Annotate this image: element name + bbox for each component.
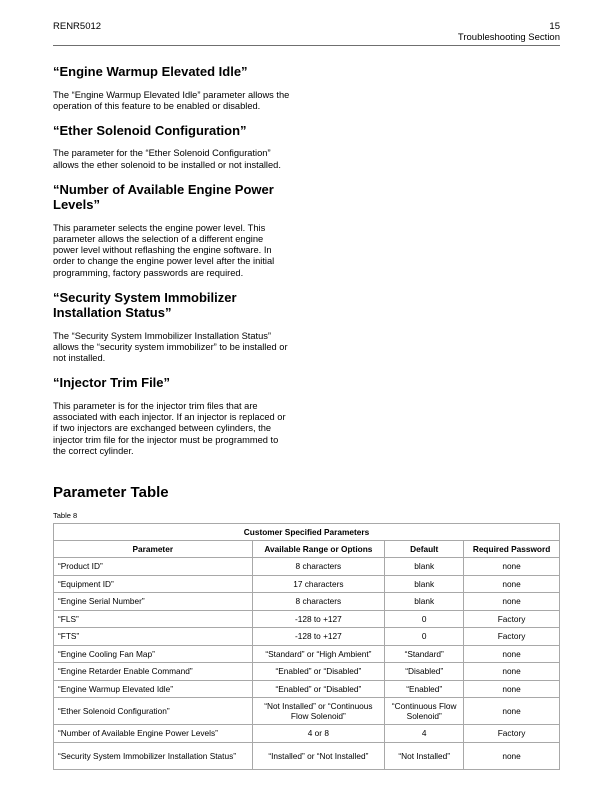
cell-default: 4 <box>385 725 464 743</box>
section-body: The “Engine Warmup Elevated Idle” parameter allows the operation of this feature to be enabled or disabled. <box>53 89 290 111</box>
section-immobilizer <box>53 290 291 365</box>
cell-password: none <box>464 742 560 769</box>
section-body: The “Security System Immobilizer Installation Status” allows the “security system immobilizer” to be installed or not installed. <box>53 330 288 364</box>
cell-password: Factory <box>464 610 560 628</box>
table-title: Customer Specified Parameters <box>54 524 560 541</box>
table-row <box>54 628 560 646</box>
section-ether-solenoid <box>53 123 291 171</box>
cell-range: -128 to +127 <box>252 610 385 628</box>
section-heading: “Ether Solenoid Configuration” <box>53 122 247 138</box>
column-header: Parameter <box>54 541 253 558</box>
cell-password: none <box>464 558 560 576</box>
cell-parameter: “FLS” <box>54 610 253 628</box>
cell-default: blank <box>385 575 464 593</box>
cell-range: 8 characters <box>252 593 385 611</box>
section-body: This parameter is for the injector trim files that are associated with each injector. If an injector is replaced or if two injectors are exchanged between cylinders, the injector trim file for the injector must be programmed to the correct cylinder. <box>53 400 286 456</box>
section-heading: “Number of Available Engine Power Levels” <box>53 181 274 213</box>
cell-range: “Enabled” or “Disabled” <box>252 680 385 698</box>
cell-parameter: “Ether Solenoid Configuration” <box>54 698 253 725</box>
cell-range: “Not Installed” or “Continuous Flow Solenoid” <box>252 698 385 725</box>
cell-range: “Enabled” or “Disabled” <box>252 663 385 681</box>
cell-range: “Installed” or “Not Installed” <box>252 742 385 769</box>
table-caption: Table 8 <box>53 511 78 520</box>
section-heading: “Engine Warmup Elevated Idle” <box>53 64 248 79</box>
cell-parameter: “Engine Cooling Fan Map” <box>54 645 253 663</box>
section-heading: “Injector Trim File” <box>53 375 171 391</box>
cell-default: “Disabled” <box>385 663 464 681</box>
table-row <box>54 698 560 725</box>
cell-default: “Not Installed” <box>385 742 464 769</box>
document-id: RENR5012 <box>53 21 102 32</box>
table-row <box>54 558 560 576</box>
cell-password: Factory <box>464 725 560 743</box>
cell-parameter: “Engine Warmup Elevated Idle” <box>54 680 253 698</box>
cell-default: “Continuous Flow Solenoid” <box>385 698 464 725</box>
table-row <box>54 645 560 663</box>
cell-default: blank <box>385 558 464 576</box>
cell-default: “Enabled” <box>385 680 464 698</box>
cell-parameter: “Equipment ID” <box>54 575 253 593</box>
cell-parameter: “Engine Serial Number” <box>54 593 253 611</box>
cell-range: -128 to +127 <box>252 628 385 646</box>
table-row <box>54 680 560 698</box>
cell-parameter: “Product ID” <box>54 558 253 576</box>
cell-password: none <box>464 680 560 698</box>
cell-password: Factory <box>464 628 560 646</box>
section-name: Troubleshooting Section <box>457 32 560 43</box>
cell-password: none <box>464 698 560 725</box>
table-heading: Parameter Table <box>53 484 169 501</box>
table-row <box>54 742 560 769</box>
cell-password: none <box>464 645 560 663</box>
table-row <box>54 663 560 681</box>
section-heading: “Security System Immobilizer Installation Status” <box>53 289 237 321</box>
cell-range: “Standard” or “High Ambient” <box>252 645 385 663</box>
cell-parameter: “Number of Available Engine Power Levels” <box>54 725 253 743</box>
column-header: Available Range or Options <box>252 541 385 558</box>
cell-parameter: “Security System Immobilizer Installation Status” <box>54 742 253 769</box>
cell-default: blank <box>385 593 464 611</box>
section-power-levels <box>53 182 291 279</box>
cell-default: 0 <box>385 610 464 628</box>
table-row <box>54 725 560 743</box>
section-engine-warmup <box>53 64 291 112</box>
table-row <box>54 610 560 628</box>
cell-password: none <box>464 575 560 593</box>
cell-password: none <box>464 663 560 681</box>
cell-parameter: “Engine Retarder Enable Command” <box>54 663 253 681</box>
page-header <box>53 20 560 46</box>
column-header: Required Password <box>464 541 560 558</box>
section-body: This parameter selects the engine power level. This parameter allows the selection of a different engine power level without reflashing the engine software. In order to change the engine power level after the initial programming, factory passwords are required. <box>53 222 275 278</box>
table-row <box>54 593 560 611</box>
cell-range: 8 characters <box>252 558 385 576</box>
cell-range: 17 characters <box>252 575 385 593</box>
text-column <box>53 64 291 468</box>
section-body: The parameter for the “Ether Solenoid Configuration” allows the ether solenoid to be installed or not installed. <box>53 148 281 170</box>
cell-default: 0 <box>385 628 464 646</box>
table-row <box>54 575 560 593</box>
section-injector-trim <box>53 375 291 457</box>
cell-password: none <box>464 593 560 611</box>
parameter-table <box>53 523 560 770</box>
cell-parameter: “FTS” <box>54 628 253 646</box>
page-number: 15 <box>549 21 560 32</box>
cell-range: 4 or 8 <box>252 725 385 743</box>
column-header: Default <box>385 541 464 558</box>
cell-default: “Standard” <box>385 645 464 663</box>
